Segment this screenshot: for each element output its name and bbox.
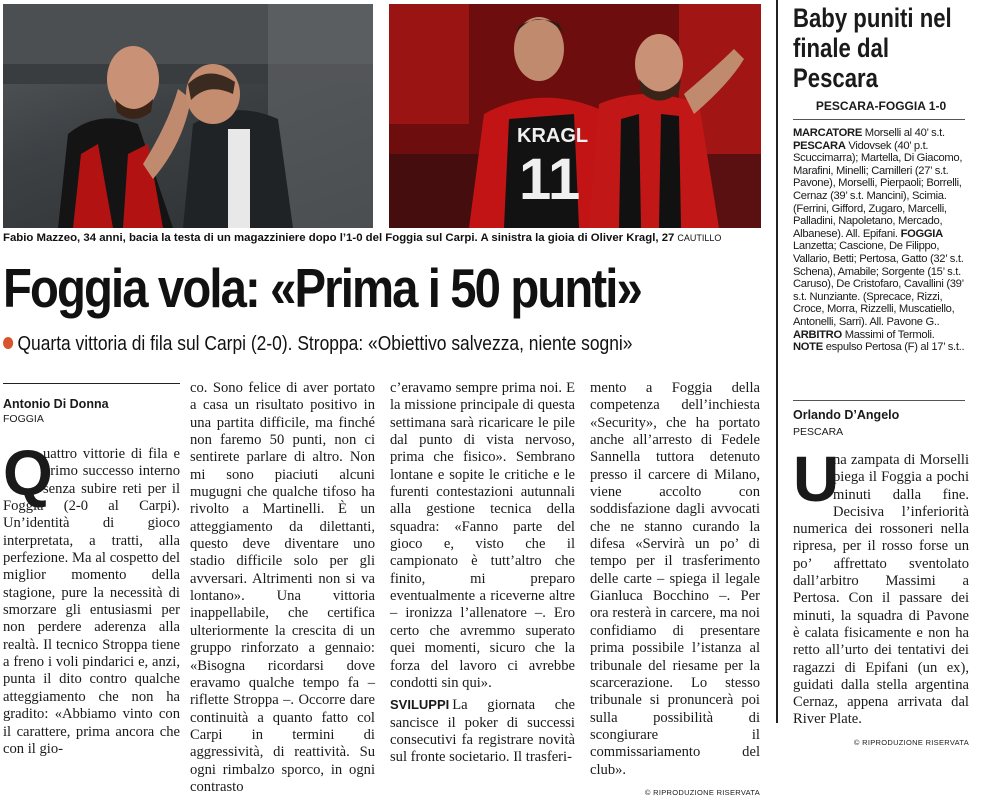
article-column-2 <box>190 380 375 796</box>
sidebar-article-text <box>793 443 969 729</box>
photo-caption <box>3 232 763 244</box>
photo-mazzeo-illustration <box>3 4 373 228</box>
bullet-icon <box>3 337 13 349</box>
match-score: PESCARA-FOGGIA 1-0 <box>815 99 947 113</box>
sidebar-headline: Baby puniti nel finale dal Pescara <box>793 3 952 93</box>
svg-text:KRAGL: KRAGL <box>517 125 589 147</box>
scorer-label: MARCATORE <box>793 127 862 139</box>
article-text-3b <box>390 696 575 766</box>
sidebar-article <box>793 443 969 751</box>
notes: espulso Pertosa (F) al 17’ s.t.. <box>825 341 965 354</box>
article-column-1 <box>3 383 180 758</box>
scorer: Morselli al 40’ s.t. <box>864 127 945 139</box>
article-text-1 <box>3 437 180 758</box>
referee-label: ARBITRO <box>793 328 842 341</box>
sidebar-dateline-location: PESCARA <box>793 426 844 438</box>
photo-credit: CAUTILLO <box>677 233 722 243</box>
svg-text:11: 11 <box>519 147 581 212</box>
article-text-4: mento a Foggia della competenza dell’inchiesta «Security», che ha portato anche all’arresto di Fedele Sannella tuttora detenuto presso il carcere di Milano, viene accolto con soddisfazione dagli avvocati che ne stanno curando la difesa «Servirà un po’ di tempo per il trasferimento delle carte – spiega il legale Gianluca Bocchino –. Per ora resterà in carcere, ma noi confidiamo di presentare prima possibile l’istanza al tribunale del riesame per la scarcerazione. Lo stesso tribunale si pronuncerà poi sulla possibilità di scongiurare il commissariamento del club». <box>590 380 760 778</box>
drop-cap: Q <box>3 437 53 509</box>
foggia-label: FOGGIA <box>900 227 943 240</box>
sidebar-copyright-notice: © RIPRODUZIONE RISERVATA <box>853 737 969 747</box>
caption-text: Fabio Mazzeo, 34 anni, bacia la testa di un magazziniere dopo l’1-0 del Foggia sul Carpi. A sinistra la gioia di Oliver Kragl, 27 <box>3 232 675 244</box>
photo-kragl-illustration <box>389 4 761 228</box>
article-column-4 <box>590 380 760 801</box>
sidebar-byline <box>793 408 969 441</box>
section-lead-in: SVILUPPI <box>390 697 450 713</box>
foggia-lineup: Lanzetta; Cascione, De Filippo, Vallario, Betti; Pertosa, Gatto (32’ s.t. Schena), Amabile; Sorgente (15’ s.t. Caruso), De Cristofaro, Cavallini (39’ s.t. Nunziante. (Sprecace, Rizzi, Croce, Morra, Rizzelli, Muscatiello, Antonelli, Sarri). All. Pavone G.. <box>793 240 964 328</box>
sidebar-drop-cap: U <box>793 443 840 515</box>
match-report-box <box>793 127 969 354</box>
article-text-3: c’eravamo sempre prima noi. E la missione principale di questa settimana sarà ricaricare le pile dal punto di vista nervoso, prima che fisico». Sembrano lontane e sopite le critiche e le furenti contestazioni autunnali alla gestione tecnica della squadra: «Fanno parte del gioco e, visto che il campionato è tutt’altro che finito, mi preparo eventualmente a riceverne altre – ironizza l’allenatore –. Ero certo che avremmo superato quei momenti, sicuro che la forza del lavoro ci avrebbe condotti sin qui». <box>390 380 575 691</box>
headline: Foggia vola: «Prima i 50 punti» <box>3 257 641 319</box>
author-name: Antonio Di Donna <box>3 397 109 411</box>
article-column-3 <box>390 380 575 767</box>
article-text-3b-body: La giornata che sancisce il poker di successi consecutivi fa registrare novità sul fronte societario. Il trasferi- <box>390 697 575 766</box>
sidebar-divider <box>793 119 965 120</box>
subheadline-text: Quarta vittoria di fila sul Carpi (2-0). Stroppa: «Obiettivo salvezza, niente sogni» <box>17 332 633 355</box>
article-text-2: co. Sono felice di aver portato a casa un risultato positivo in una partita difficile, ma finché non faremo 50 punti, non ci sentirete parlare di altro. Non mi sono piaciuti alcuni mugugni che qualche tifoso ha rivolto a Martinelli. È un atteggiamento da dilettanti, questo deve diventare uno stadio difficile solo per gli avversari. Altrimenti non si va lontano». Una vittoria inappellabile, che certifica ulteriormente la crescita di un gruppo rinforzato a gennaio: «Bisogna ricordarsi dove eravamo qualche tempo fa – riflette Stroppa –. Occorre dare continuità a quanto fatto col Carpi in termini di aggressività, di reattività. Su ogni rimbalzo sporco, in ogni contrasto <box>190 380 375 795</box>
article-text-1-body: uattro vittorie di fila e primo successo interno senza subire reti per il Foggia (2-0 al Carpi). Un’identità di gioco interpretata, a tratti, alla perfezione. Ma al cospetto del miglior momento della stagione, pure la necessità di smorzare gli entusiasmi per non perdere aderenza alla realtà. Il tecnico Stroppa tiene a freno i voli pindarici e, anzi, punta il dito contro qualche atteggiamento che non ha gradito: «Abbiamo vinto con il carattere, prima ancora che con il gio- <box>3 446 180 757</box>
copyright-notice: © RIPRODUZIONE RISERVATA <box>644 787 760 797</box>
sidebar-divider-2 <box>793 400 965 401</box>
byline <box>3 383 180 426</box>
pescara-label: PESCARA <box>793 139 846 152</box>
photo-mazzeo <box>3 4 373 228</box>
sidebar-author-name: Orlando D’Angelo <box>793 408 900 422</box>
pescara-lineup: Vidovsek (40’ p.t. Scuccimarra); Martella, Di Giacomo, Marafini, Minelli; Camilleri (27’ s.t. Pavone), Morselli, Pierpaoli; Borrelli, Cernaz (39’ s.t. Mancini), Scimia. (Ferrini, Gifford, Zugaro, Marcelli, Palladini, Napoletano, Mercado, Albanese). All. Epifani. <box>793 139 963 240</box>
column-divider <box>776 0 778 723</box>
notes-label: NOTE <box>793 341 823 354</box>
referee: Massimi of Termoli. <box>844 328 935 341</box>
subheadline <box>3 332 658 356</box>
sidebar-article-text-body: na zampata di Morselli piega il Foggia a pochi minuti dalla fine. Decisiva l’inferiorità numerica dei rossoneri nella ripresa, per il rosso forse un po’ affrettato sventolato dall’arbitro Massimi a Pertosa. Con il passare dei minuti, la squadra di Pavone è calata fisicamente e non ha retto all’urto dei tentativi dei ragazzi di Epifani (un ex), guidati dalla stella argentina Cernaz, appena arrivata dal River Plate. <box>793 452 969 728</box>
photo-kragl <box>389 4 761 228</box>
dateline-location: FOGGIA <box>3 413 44 425</box>
